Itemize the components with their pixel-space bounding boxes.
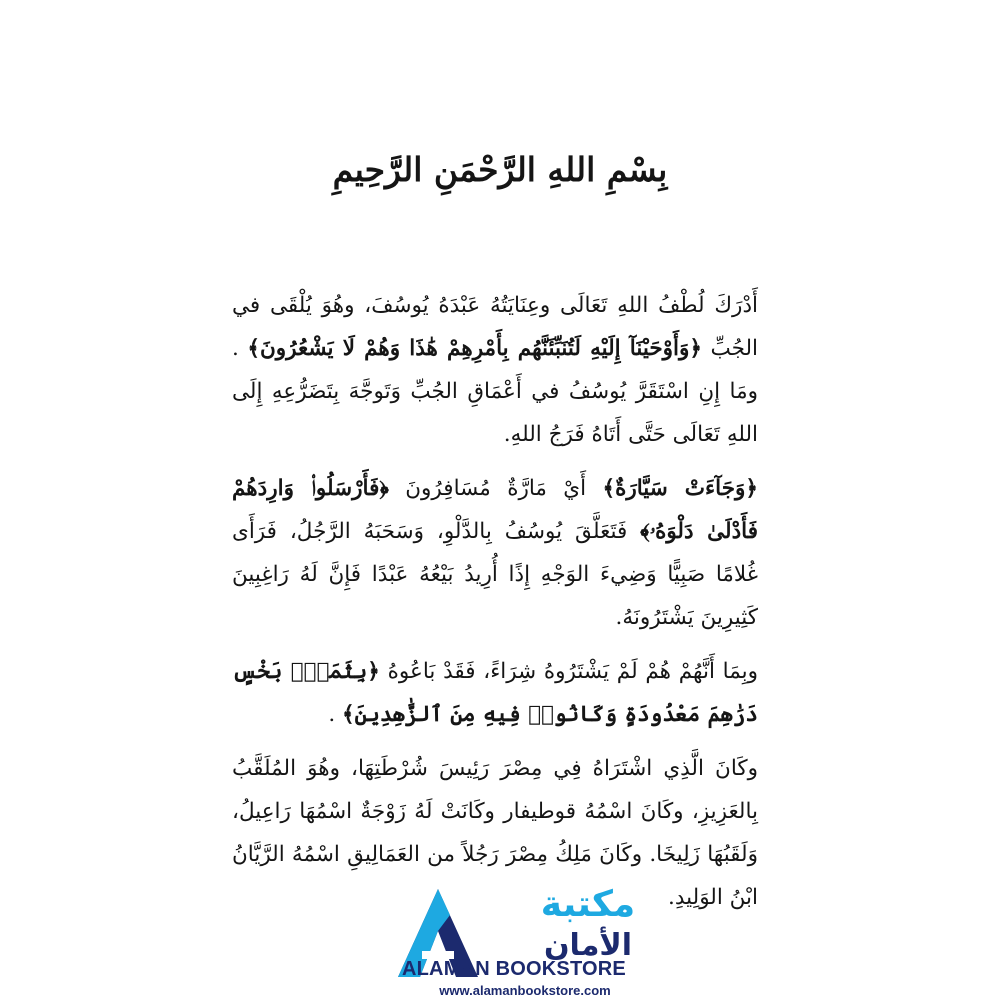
- paragraph-2-text-a: أَيْ مَارَّةٌ مُسَافِرُونَ: [405, 476, 587, 501]
- quote-close-brace: ﴾: [247, 336, 260, 361]
- quote-close-brace: ﴾: [342, 702, 355, 727]
- quote-open-brace: ﴿: [689, 336, 702, 361]
- logo-english-name: ALAMAN BOOKSTORE: [402, 958, 626, 980]
- paragraph-2: [232, 467, 758, 639]
- paragraph-1-text-b: . ومَا إِنِ اسْتَقَرَّ يُوسُفُ في أَعْمَاقِ الجُبِّ وَتَوجَّهَ بِتَضَرُّعِهِ إِلَى اللهِ تَعَالَى حَتَّى أَتَاهُ فَرَجُ اللهِ.: [232, 336, 758, 447]
- logo-arabic-line-2: الأمان: [543, 928, 633, 963]
- story-text: [232, 284, 758, 930]
- paragraph-3-text-a: وبِمَا أَنَّهُمْ هُمْ لَمْ يَشْتَرُوهُ شِرَاءً، فَقَدْ بَاعُوهُ: [387, 659, 758, 684]
- quran-verse-1: وَأَوْحَيْنَآ إِلَيْهِ لَتُنَبِّئَنَّهُم بِأَمْرِهِمْ هَٰذَا وَهُمْ لَا يَشْعُرُونَ: [259, 336, 690, 361]
- paragraph-1: [232, 284, 758, 456]
- quran-verse-3: فَأَرْسَلُوا۟ وَارِدَهُمْ فَأَدْلَىٰ دَلْوَهُۥ: [232, 476, 758, 544]
- logo-arabic-line-1: مكتبة: [540, 884, 636, 925]
- quote-open-brace: ﴿: [745, 476, 758, 501]
- paragraph-1-text-a: أَدْرَكَ لُطْفُ اللهِ تَعَالَى وعِنَايَتُهُ عَبْدَهُ يُوسُفَ، وهُوَ يُلْقَى في الجُبِّ: [232, 293, 759, 361]
- quote-close-brace: ﴾: [602, 476, 616, 501]
- quran-verse-2: وَجَآءَتْ سَيَّارَةٌ: [615, 476, 746, 501]
- quran-verse-4: بِثَمَنٍۭ بَخْسٍ دَرَٰهِمَ مَعْدُودَةٍ وَكَانُوا۟ فِيهِ مِنَ ٱلزَّٰهِدِينَ: [232, 659, 758, 727]
- quote-close-brace: ﴾: [640, 519, 650, 544]
- paragraph-2-text-b: فَتَعَلَّقَ يُوسُفُ بِالدَّلْوِ، وَسَحَبَهُ الرَّجُلُ، فَرَأَى غُلامًا صَبِيًّا وَضِيءَ الوَجْهِ إِذًا أُرِيدُ بَيْعُهُ عَبْدًا فَإِنَّ لَهُ رَاغِبِينَ كَثِيرِينَ يَشْتَرُونَهُ.: [232, 519, 758, 630]
- quote-open-brace: ﴿: [379, 476, 389, 501]
- paragraph-3-text-b: .: [328, 702, 336, 727]
- paragraph-3: [232, 650, 758, 736]
- logo-website-url[interactable]: www.alamanbookstore.com: [439, 983, 611, 998]
- quote-open-brace: ﴿: [367, 659, 380, 684]
- basmala-heading: بِسْمِ اللهِ الرَّحْمَنِ الرَّحِيمِ: [332, 150, 668, 189]
- paragraph-4-text: وكَانَ الَّذِي اشْتَرَاهُ فِي مِصْرَ رَئِيسَ شُرْطَتِهَا، وهُوَ المُلَقَّبُ بِالعَزِيزِ، وكَانَ اسْمُهُ قوطيفار وكَانَتْ لَهُ زَوْجَةٌ اسْمُهَا رَاعِيلُ، وَلَقَبُهَا زَلِيخَا. وكَانَ مَلِكُ مِصْرَ رَجُلاً من العَمَالِيقِ اسْمُهُ الرَّيَّانُ ابْنُ الوَلِيدِ.: [232, 756, 758, 910]
